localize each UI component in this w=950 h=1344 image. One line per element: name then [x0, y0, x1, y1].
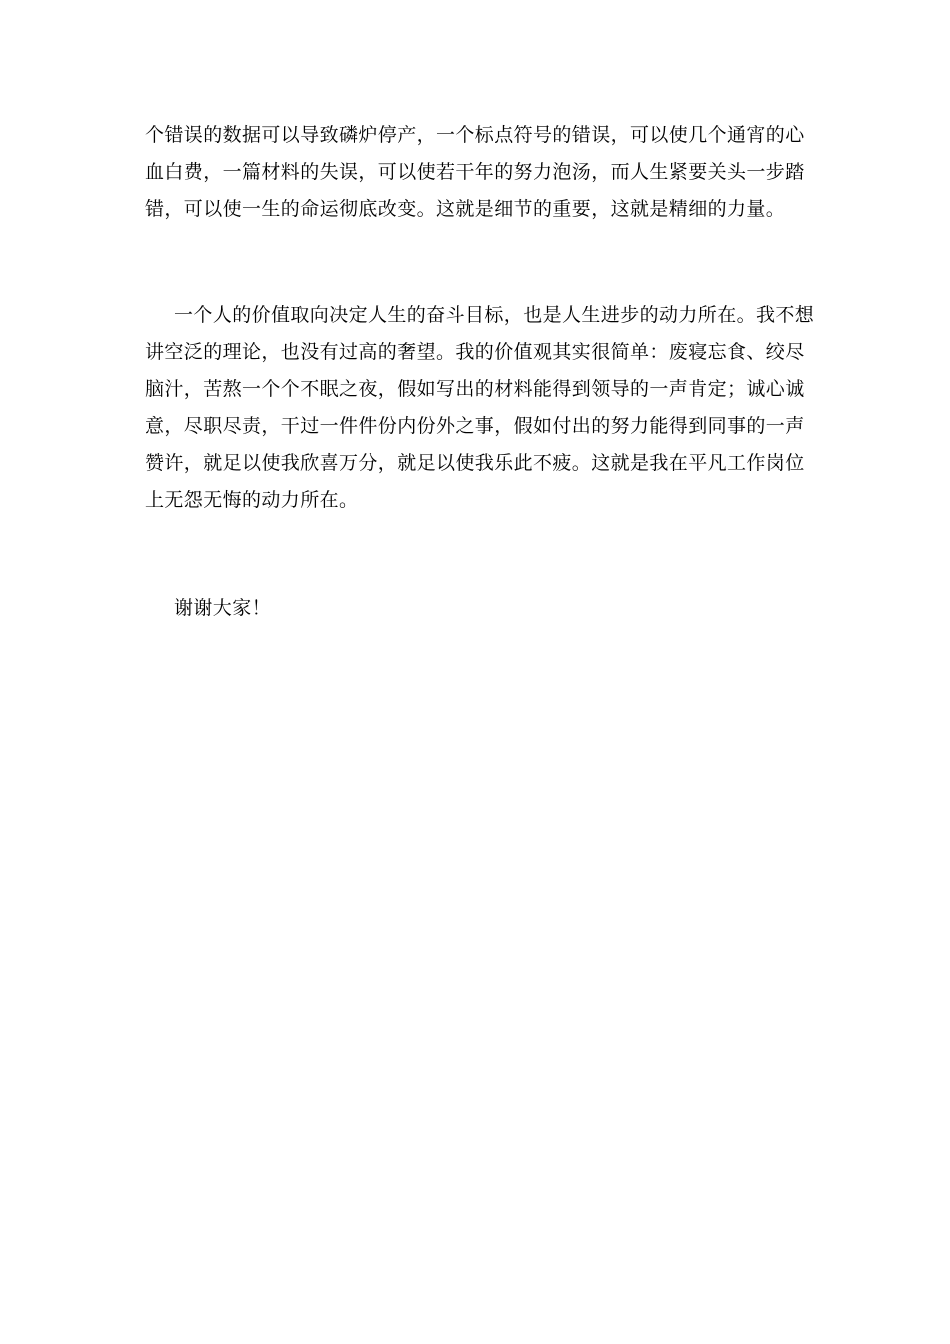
- paragraph-line: 讲空泛的理论，也没有过高的奢望。我的价值观其实很简单：废寝忘食、绞尽: [145, 341, 805, 363]
- paragraph-line: 个错误的数据可以导致磷炉停产，一个标点符号的错误，可以使几个通宵的心: [145, 124, 805, 146]
- paragraph-line: 脑汁，苦熬一个个不眠之夜，假如写出的材料能得到领导的一声肯定；诚心诚: [145, 378, 805, 400]
- paragraph-line: 错，可以使一生的命运彻底改变。这就是细节的重要，这就是精细的力量。: [145, 198, 786, 220]
- paragraph-line: 上无怨无悔的动力所在。: [145, 489, 359, 511]
- paragraph-values: [145, 297, 815, 519]
- paragraph-line: 赞许，就足以使我欣喜万分，就足以使我乐此不疲。这就是我在平凡工作岗位: [145, 452, 805, 474]
- paragraph-line: 一个人的价值取向决定人生的奋斗目标，也是人生进步的动力所在。我不想: [174, 304, 815, 326]
- paragraph-line: 血白费，一篇材料的失误，可以使若干年的努力泡汤，而人生紧要关头一步踏: [145, 161, 805, 183]
- paragraph-closing: [145, 590, 810, 627]
- paragraph-detail-importance: [145, 117, 810, 228]
- paragraph-line: 意，尽职尽责，干过一件件份内份外之事，假如付出的努力能得到同事的一声: [145, 415, 805, 437]
- closing-thanks: 谢谢大家！: [174, 597, 272, 619]
